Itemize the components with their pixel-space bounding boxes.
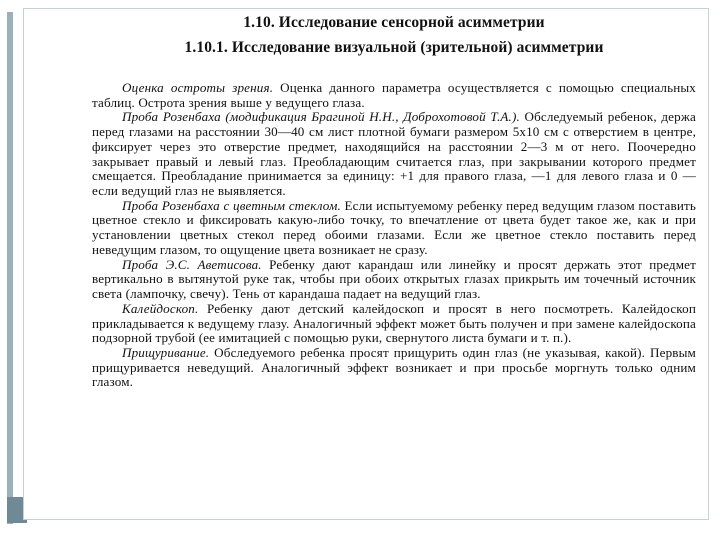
paragraph-lead: Проба Розенбаха (модификация Брагиной Н.Н., Доброхотовой Т.А.).	[122, 109, 520, 125]
paragraph-lead: Проба Э.С. Аветисова.	[122, 256, 262, 272]
paragraph-rosenbach-color-glass	[92, 199, 696, 258]
paragraph-text: Ребенку дают карандаш или линейку и просят держать этот предмет вертикально в вытянутой руке так, чтобы при обоих открытых глазах прикрыть им точечный источник света (лампочку, свечу). Тень от карандаша падает на ведущий глаз.	[92, 256, 696, 302]
document-body	[92, 81, 696, 390]
document-text	[92, 13, 696, 390]
paragraph-lead: Калейдоскоп.	[122, 300, 199, 316]
subsection-heading: 1.10.1. Исследование визуальной (зрительной) асимметрии	[184, 39, 604, 56]
paragraph-rosenbach-test	[92, 110, 696, 198]
paragraph-text: Ребенку дают детский калейдоскоп и просят в него посмотреть. Калейдоскоп прикладывается к ведущему глазу. Аналогичный эффект может быть получен и при замене калейдоскопа подзорной трубой (ее имитацией с помощью руки, свернутого листа бумаги и т. п.).	[92, 300, 696, 346]
paragraph-visual-acuity	[92, 81, 696, 110]
paragraph-text: Оценка данного параметра осуществляется с помощью специальных таблиц. Острота зрения выше у ведущего глаза.	[92, 80, 697, 110]
paragraph-lead: Прищуривание.	[122, 344, 210, 360]
paragraph-lead: Проба Розенбаха с цветным стеклом.	[122, 197, 341, 213]
paragraph-avetisov-test	[92, 258, 696, 302]
paragraph-text: Обследуемого ребенка просят прищурить один глаз (не указывая, какой). Первым прищуривается неведущий. Аналогичный эффект возникает и при просьбе моргнуть только одним глазом.	[92, 344, 696, 390]
paragraph-text: Если испытуемому ребенку перед ведущим глазом поставить цветное стекло и фиксировать какую-либо точку, то впечатление от цвета будет такое же, как и при установлении цветных стекол перед обоими глазами. Если же цветное стекло поставить перед неведущим глазом, то ощущение цвета возникает не сразу.	[92, 197, 696, 257]
section-heading: 1.10. Исследование сенсорной асимметрии	[243, 14, 545, 31]
paragraph-kaleidoscope	[92, 302, 696, 346]
left-accent-bar	[7, 12, 13, 524]
paragraph-squinting	[92, 346, 696, 390]
paragraph-text: Обследуемый ребенок, держа перед глазами на расстоянии 30—40 см лист плотной бумаги размером 5x10 см с отверстием в центре, фиксирует через это отверстие предмет, находящийся на расстоянии 2—3 м от него. Поочередно закрывает правый и левый глаз. Преобладающим считается глаз, при закрывании которого предмет смещается. Преобладание принимается за единицу: +1 для правого глаза, —1 для левого глаза и 0 — если ведущий глаз не выявляется.	[92, 109, 696, 199]
paragraph-lead: Оценка остроты зрения.	[122, 80, 274, 95]
